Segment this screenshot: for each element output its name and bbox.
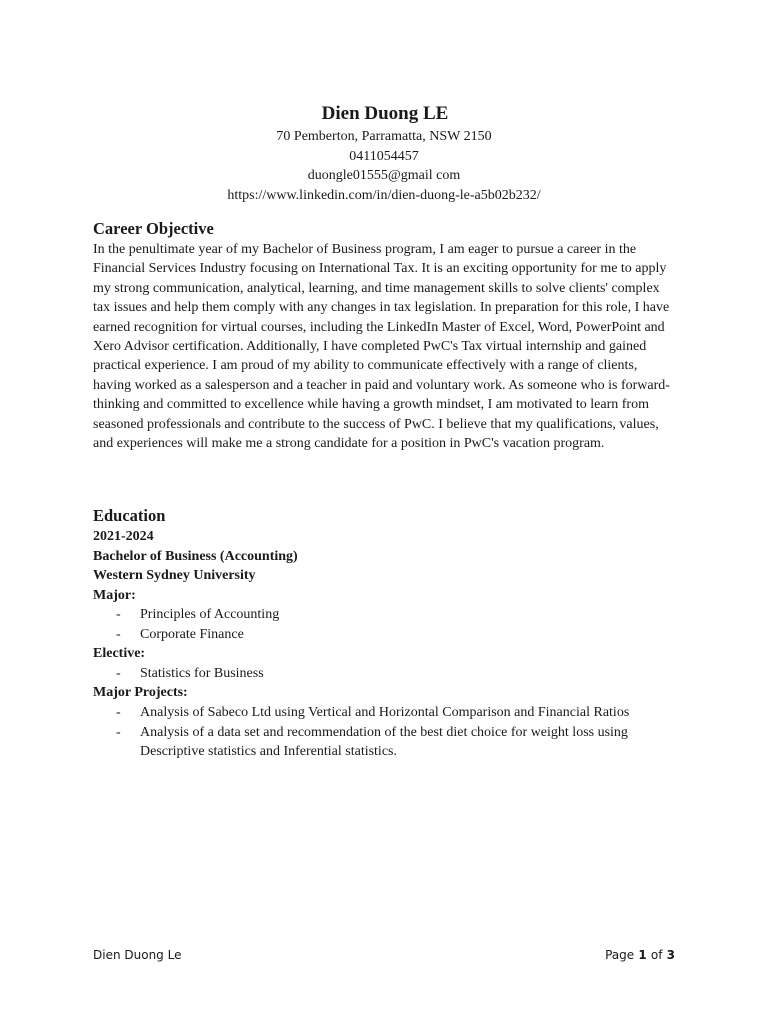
major-label: Major: xyxy=(93,587,136,603)
address: 70 Pemberton, Parramatta, NSW 2150 xyxy=(276,129,492,144)
major-list xyxy=(93,605,679,644)
resume-header xyxy=(0,101,768,205)
major-item: Corporate Finance xyxy=(140,626,244,642)
elective-list xyxy=(93,664,679,684)
projects-label: Major Projects: xyxy=(93,685,188,701)
project-item: Analysis of a data set and recommendation of the best diet choice for weight loss using Descriptive statistics and Inferential statistics. xyxy=(140,724,628,760)
footer-author: Dien Duong Le xyxy=(93,948,182,962)
bullet-dash: - xyxy=(116,665,121,681)
education-heading: Education xyxy=(93,506,166,525)
list-item xyxy=(93,664,650,684)
career-objective-heading: Career Objective xyxy=(93,219,214,238)
bullet-dash: - xyxy=(116,607,121,623)
education-years: 2021-2024 xyxy=(93,529,154,544)
email: duongle01555@gmail com xyxy=(307,168,461,183)
project-item: Analysis of Sabeco Ltd using Vertical and Horizontal Comparison and Financial Ratios xyxy=(140,705,630,721)
list-item xyxy=(93,703,650,723)
elective-label: Elective: xyxy=(93,646,146,662)
bullet-dash: - xyxy=(116,724,121,740)
major-item: Principles of Accounting xyxy=(140,607,280,623)
list-item xyxy=(93,605,650,625)
bullet-dash: - xyxy=(116,705,121,721)
page-word: Page xyxy=(605,948,635,962)
page-total: 3 xyxy=(666,948,675,962)
projects-list xyxy=(93,703,679,762)
elective-item: Statistics for Business xyxy=(140,665,264,681)
career-objective-text: In the penultimate year of my Bachelor of Business program, I am eager to pursue a career in the Financial Services Industry focusing on International Tax. It is an exciting opportunity for me to apply my strong communication, analytical, learning, and time management skills to solve clients' complex tax issues and help them comply with any changes in tax legislation. In preparation for this role, I have earned recognition for virtual courses, including the LinkedIn Master of Excel, Word, PowerPoint and Xero Advisor certification. Additionally, I have completed PwC's Tax virtual internship and gained practical experience. I am proud of my ability to communicate effectively with a range of clients, having worked as a salesperson and a teacher in paid and voluntary work. As someone who is forward-thinking and committed to excellence while having a growth mindset, I am motivated to learn from seasoned professionals and contribute to the success of PwC. I believe that my qualifications, values, and experiences will make me a strong candidate for a position in PwC's vacation program. xyxy=(93,242,670,452)
page-current: 1 xyxy=(638,948,647,962)
page-of: of xyxy=(650,948,663,962)
bullet-dash: - xyxy=(116,626,121,642)
degree-title: Bachelor of Business (Accounting) xyxy=(93,548,298,564)
page-number xyxy=(605,946,675,964)
education-section xyxy=(93,505,679,762)
university-name: Western Sydney University xyxy=(93,568,256,584)
career-objective-section xyxy=(93,218,679,453)
list-item xyxy=(93,625,650,645)
linkedin-url: https://www.linkedin.com/in/dien-duong-le-a5b02b232/ xyxy=(227,187,541,203)
phone-number: 0411054457 xyxy=(349,148,419,164)
candidate-name: Dien Duong LE xyxy=(321,103,449,124)
list-item xyxy=(93,723,650,762)
